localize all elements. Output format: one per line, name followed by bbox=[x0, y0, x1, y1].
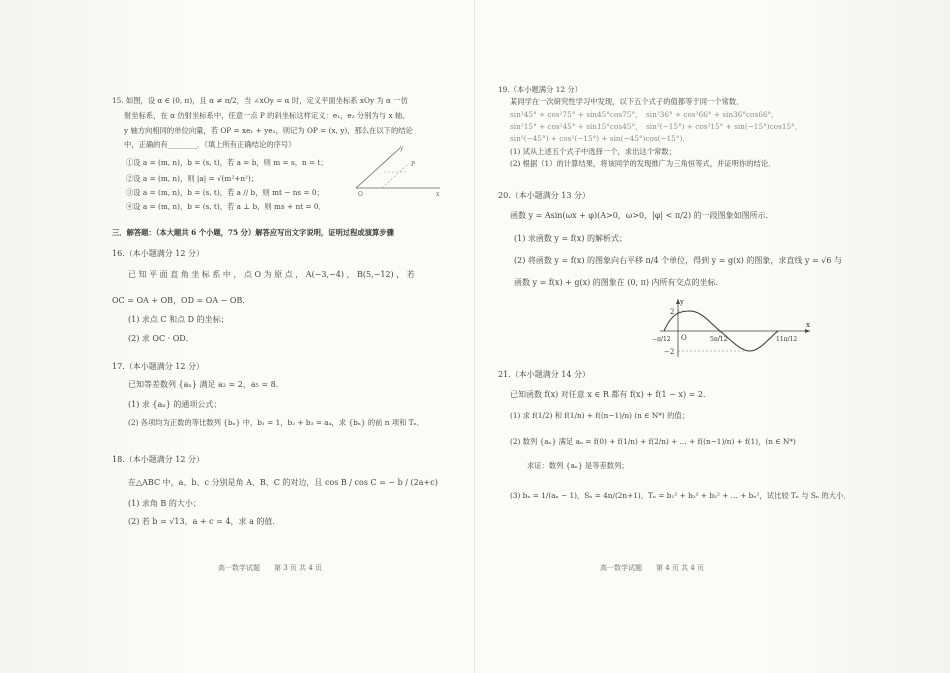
q20-graph-y-label: y bbox=[680, 298, 684, 306]
fig15-y-label: y bbox=[400, 145, 404, 152]
q15-option1: ①设 a = (m, n)，b = (s, t)，若 a = b，则 m = s，n = t； bbox=[126, 158, 328, 167]
q16-part1: (1) 求点 C 和点 D 的坐标； bbox=[128, 315, 229, 324]
q20-graph-origin: O bbox=[681, 334, 687, 342]
q17-part1: (1) 求 {aₙ} 的通项公式； bbox=[128, 400, 222, 409]
q19-line1: 某同学在一次研究性学习中发现，以下五个式子的值都等于同一个常数． bbox=[510, 97, 744, 106]
q20-title: 20.（本小题满分 13 分） bbox=[498, 191, 590, 200]
q19-expr3: sin²(−45°) + cos²(−15°) + sin(−45°)cos(−15°)． bbox=[510, 134, 690, 143]
q19-expr2: sin²15° + cos²45° + sin15°cos45°， sin²(−15°) + cos²15° + sin(−15°)cos15°， bbox=[510, 122, 803, 131]
q21-title: 21.（本小题满分 14 分） bbox=[498, 370, 590, 379]
q18-line1: 在△ABC 中，a、b、c 分别是角 A、B、C 的对边，且 cos B / cos C = − b / (2a+c) bbox=[128, 478, 438, 487]
fig15-x-label: x bbox=[436, 191, 440, 198]
q15-option3: ③设 a = (m, n)，b = (s, t)，若 a // b，则 mt − ns = 0； bbox=[126, 188, 324, 197]
q20-graph-x-label: x bbox=[806, 321, 810, 329]
q20-part1: (1) 求函数 y = f(x) 的解析式； bbox=[514, 234, 627, 243]
q20-sine-graph bbox=[650, 295, 815, 360]
q20-graph-xleft: −π/12 bbox=[652, 336, 671, 343]
section3-heading: 三．解答题：（本大题共 6 个小题，75 分）解答应写出文字说明，证明过程或演算步骤 bbox=[112, 228, 394, 237]
q15-line4: 中，正确的有________．（填上所有正确结论的序号） bbox=[124, 140, 296, 149]
q16-line1: 已 知 平 面 直 角 坐 标 系 中 ， 点 O 为 原 点 ， A(−3,−4) ， B(5,−12) ， 若 bbox=[128, 270, 415, 279]
q20-graph-ytop: 2 bbox=[670, 308, 675, 316]
q18-title: 18.（本小题满分 12 分） bbox=[112, 455, 204, 464]
q16-part2: (2) 求 OC · OD． bbox=[128, 334, 194, 343]
q18-part1: (1) 求角 B 的大小； bbox=[128, 499, 201, 508]
q20-graph-xmid: 5π/12 bbox=[710, 336, 728, 343]
q18-part2: (2) 若 b = √13，a + c = 4，求 a 的值． bbox=[128, 517, 281, 526]
q21-part1: (1) 求 f(1/2) 和 f(1/n) + f((n−1)/n) (n ∈ N*) 的值； bbox=[510, 411, 689, 420]
q17-line1: 已知等差数列 {aₙ} 满足 a₂ = 2，a₅ = 8. bbox=[128, 380, 279, 389]
q20-graph-xright: 11π/12 bbox=[776, 336, 798, 343]
q19-part1: (1) 试从上述五个式子中选择一个，求出这个常数； bbox=[510, 147, 676, 156]
q15-option4: ④设 a = (m, n)，b = (s, t)，若 a ⊥ b，则 ms + nt = 0． bbox=[126, 202, 326, 211]
q19-title: 19.（本小题满分 12 分） bbox=[498, 85, 582, 94]
q20-part2b: 函数 y = f(x) + g(x) 的图象在 (0, π) 内所有交点的坐标． bbox=[514, 278, 724, 287]
q15-line2: 射坐标系，在 α 仿射坐标系中，任意一点 P 的斜坐标这样定义：e₁，e₂ 分别为与 x 轴、 bbox=[124, 111, 410, 120]
q15-option2: ②设 a = (m, n)，则 |a| = √(m²+n²)； bbox=[126, 174, 259, 183]
q15-line3: y 轴方向相同的单位向量，若 OP = xe₁ + ye₂，则记为 OP = (x, y)，那么在以下的结论 bbox=[124, 126, 413, 135]
q17-title: 17.（本小题满分 12 分） bbox=[112, 362, 204, 371]
q21-part2: (2) 数列 {aₙ} 满足 aₙ = f(0) + f(1/n) + f(2/n) + … + f((n−1)/n) + f(1)，(n ∈ N*) bbox=[510, 437, 796, 446]
q16-line2: OC = OA + OB，OD = OA − OB． bbox=[112, 296, 251, 305]
q19-part2: (2) 根据（1）的计算结果，将该同学的发现推广为三角恒等式，并证明你的结论． bbox=[510, 159, 776, 168]
q21-part3: (3) bₙ = 1/(aₙ − 1)，Sₙ = 4n/(2n+1)，Tₙ = b₁² + b₂² + b₃² + … + bₙ²，试比较 Tₙ 与 Sₙ 的大小． bbox=[510, 491, 851, 500]
q19-expr1: sin²45° + cos²75° + sin45°cos75°， sin²36° + cos²66° + sin36°cos66°， bbox=[510, 110, 779, 119]
right-page-footer: 高一数学试题 第 4 页 共 4 页 bbox=[600, 564, 705, 572]
left-page-footer: 高一数学试题 第 3 页 共 4 页 bbox=[218, 564, 323, 572]
q15-oblique-axes-figure bbox=[348, 146, 443, 198]
q15-line1: 15. 如图，设 α ∈ (0, π)，且 α ≠ π/2，当 ∠xOy = α 时，定义平面坐标系 xOy 为 α 一仿 bbox=[112, 96, 408, 105]
q20-graph-ybottom: −2 bbox=[664, 348, 675, 356]
fig15-origin-label: O bbox=[358, 191, 363, 198]
q17-part2: (2) 各项均为正数的等比数列 {bₙ} 中，b₁ = 1，b₂ + b₃ = a₄，求 {bₙ} 的前 n 项和 Tₙ． bbox=[128, 418, 425, 427]
q16-title: 16.（本小题满分 12 分） bbox=[112, 249, 204, 258]
page-fold bbox=[474, 0, 475, 673]
q20-part2a: (2) 将函数 y = f(x) 的图象向右平移 π/4 个单位，得到 y = g(x) 的图象，求直线 y = √6 与 bbox=[514, 256, 842, 265]
q21-line1: 已知函数 f(x) 对任意 x ∈ R 都有 f(x) + f(1 − x) = 2． bbox=[510, 390, 711, 399]
fig15-point-label: P bbox=[411, 161, 416, 168]
q20-line1: 函数 y = Asin(ωx + φ)(A>0，ω>0，|φ| < π/2) 的一段图象如图所示． bbox=[510, 211, 774, 220]
q21-part2b: 求证：数列 {aₙ} 是等差数列； bbox=[527, 461, 629, 470]
